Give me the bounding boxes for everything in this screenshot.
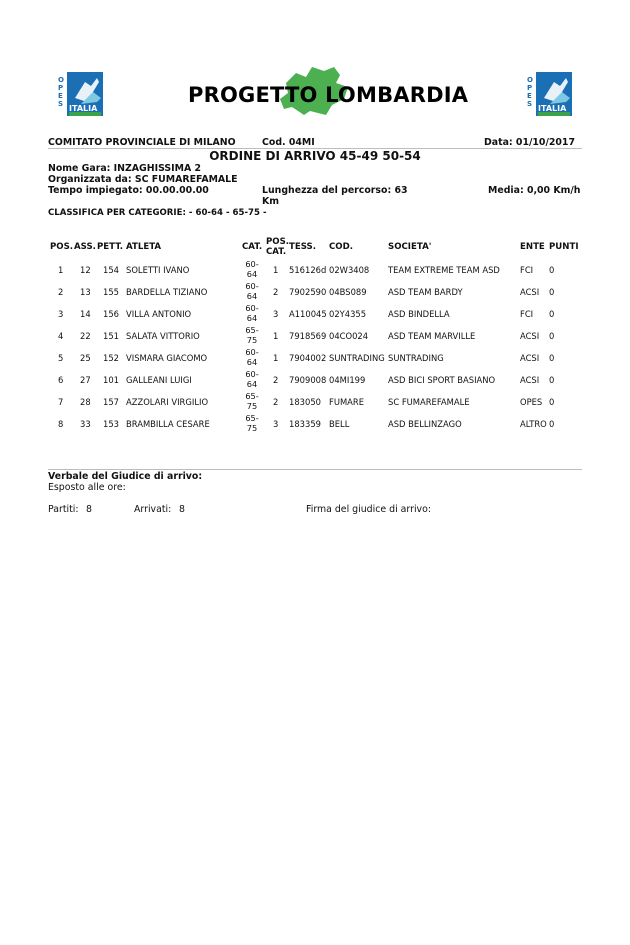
cell-pos: 2 [58, 287, 64, 297]
cell-poscat: 1 [273, 265, 279, 275]
cell-poscat: 1 [273, 331, 279, 341]
svg-text:O: O [58, 76, 64, 84]
cell-societa: SC FUMAREFAMALE [388, 397, 470, 407]
cell-punti: 0 [549, 309, 555, 319]
cell-pett: 101 [103, 375, 119, 385]
col-poscat-line2: CAT. [266, 247, 287, 257]
cell-cat1: 60- [245, 369, 259, 379]
cell-societa: ASD BINDELLA [388, 309, 450, 319]
cell-atleta: SOLETTI IVANO [126, 265, 190, 275]
cell-atleta: SALATA VITTORIO [126, 331, 200, 341]
cell-cat2: 64 [246, 313, 258, 323]
cell-punti: 0 [549, 331, 555, 341]
cell-pos: 8 [58, 419, 64, 429]
cell-societa: ASD TEAM BARDY [388, 287, 463, 297]
started-value: 8 [86, 504, 92, 515]
cell-cod: 02W3408 [329, 265, 370, 275]
cell-cat1: 60- [245, 303, 259, 313]
judge-signature: Firma del giudice di arrivo: [306, 504, 431, 515]
cell-ente: ACSI [520, 331, 540, 341]
cell-ente: OPES [520, 397, 543, 407]
cell-ente: FCI [520, 309, 534, 319]
cell-ass: 33 [80, 419, 91, 429]
cell-societa: TEAM EXTREME TEAM ASD [388, 265, 500, 275]
cell-ente: ACSI [520, 287, 540, 297]
arrived-label: Arrivati: [134, 504, 172, 515]
cell-punti: 0 [549, 265, 555, 275]
svg-text:S: S [527, 100, 533, 108]
cell-atleta: VILLA ANTONIO [126, 309, 192, 319]
col-pos: POS. [50, 242, 74, 252]
cell-societa: ASD BICI SPORT BASIANO [388, 375, 496, 385]
cell-ente: FCI [520, 265, 534, 275]
col-ass: ASS. [74, 242, 96, 252]
cell-atleta: BRAMBILLA CESARE [126, 419, 210, 429]
cell-tess: 7918569 [289, 331, 327, 341]
cell-cat2: 64 [246, 357, 258, 367]
cell-cat1: 65- [245, 391, 259, 401]
svg-text:ITALIA: ITALIA [69, 104, 98, 113]
col-cod: COD. [329, 242, 354, 252]
cell-cod: 04CO024 [329, 331, 369, 341]
cell-cat2: 64 [246, 379, 258, 389]
cell-cat1: 60- [245, 347, 259, 357]
cell-societa: SUNTRADING [388, 353, 444, 363]
time-used: Tempo impiegato: 00.00.00.00 [48, 185, 209, 196]
cell-tess: 183050 [289, 397, 321, 407]
cell-poscat: 2 [273, 375, 279, 385]
col-poscat-line1: POS. [266, 237, 290, 247]
cell-cat1: 60- [245, 259, 259, 269]
cell-tess: 183359 [289, 419, 321, 429]
cell-ass: 25 [80, 353, 91, 363]
organizer: Organizzata da: SC FUMAREFAMALE [48, 174, 238, 185]
svg-text:E: E [527, 92, 532, 100]
started-label: Partiti: [48, 504, 79, 515]
page-title: ORDINE DI ARRIVO 45-49 50-54 [209, 149, 421, 163]
svg-text:E: E [58, 92, 63, 100]
cell-punti: 0 [549, 353, 555, 363]
cell-ass: 28 [80, 397, 91, 407]
cell-cat2: 75 [246, 401, 258, 411]
opes-italia-logo-left [57, 72, 103, 116]
cell-ass: 22 [80, 331, 91, 341]
cell-cat1: 65- [245, 413, 259, 423]
cell-atleta: BARDELLA TIZIANO [126, 287, 208, 297]
cell-cod: 02Y4355 [329, 309, 367, 319]
cell-poscat: 3 [273, 419, 279, 429]
cell-pett: 156 [103, 309, 119, 319]
col-atleta: ATLETA [126, 242, 162, 252]
cell-ass: 27 [80, 375, 91, 385]
cell-ente: ACSI [520, 375, 540, 385]
cell-ass: 12 [80, 265, 91, 275]
cell-societa: ASD TEAM MARVILLE [388, 331, 476, 341]
cell-poscat: 3 [273, 309, 279, 319]
race-date: Data: 01/10/2017 [484, 137, 575, 148]
cell-cat2: 75 [246, 423, 258, 433]
cell-tess: A110045 [289, 309, 327, 319]
cell-pett: 154 [103, 265, 119, 275]
svg-text:ITALIA: ITALIA [538, 104, 567, 113]
distance-line-1: Lunghezza del percorso: 63 [262, 185, 408, 196]
exposed-time: Esposto alle ore: [48, 482, 126, 493]
cell-cod: 04BS089 [329, 287, 367, 297]
cell-pett: 155 [103, 287, 119, 297]
arrived-value: 8 [179, 504, 185, 515]
cell-pos: 1 [58, 265, 64, 275]
cell-cat2: 75 [246, 335, 258, 345]
committee-name: COMITATO PROVINCIALE DI MILANO [48, 137, 236, 148]
cell-pos: 4 [58, 331, 64, 341]
race-code: Cod. 04MI [262, 137, 315, 148]
svg-text:S: S [58, 100, 64, 108]
cell-cod: SUNTRADING [329, 353, 385, 363]
cell-pos: 3 [58, 309, 64, 319]
cell-atleta: GALLEANI LUIGI [126, 375, 192, 385]
svg-text:O: O [527, 76, 533, 84]
cell-societa: ASD BELLINZAGO [388, 419, 462, 429]
svg-text:P: P [527, 84, 533, 92]
cell-pos: 7 [58, 397, 64, 407]
cell-pos: 5 [58, 353, 64, 363]
cell-pett: 153 [103, 419, 119, 429]
distance-line-2: Km [262, 196, 280, 207]
cell-cat2: 64 [246, 291, 258, 301]
cell-poscat: 2 [273, 397, 279, 407]
cell-tess: 7904002 [289, 353, 327, 363]
col-tess: TESS. [289, 242, 316, 252]
footer-divider [48, 469, 582, 470]
col-pett: PETT. [97, 242, 124, 252]
col-societa: SOCIETA' [388, 242, 432, 252]
cell-cod: BELL [329, 419, 350, 429]
brand-title: PROGETTO LOMBARDIA [188, 83, 469, 107]
cell-poscat: 2 [273, 287, 279, 297]
opes-italia-logo-right [526, 72, 572, 116]
cell-cat2: 64 [246, 269, 258, 279]
cell-atleta: VISMARA GIACOMO [126, 353, 208, 363]
cell-pett: 157 [103, 397, 119, 407]
average-speed: Media: 0,00 Km/h [488, 185, 581, 196]
categories-line: CLASSIFICA PER CATEGORIE: - 60-64 - 65-75 - [48, 208, 267, 218]
race-name: Nome Gara: INZAGHISSIMA 2 [48, 163, 202, 174]
brand-banner [188, 65, 469, 117]
cell-pett: 152 [103, 353, 119, 363]
cell-cat1: 60- [245, 281, 259, 291]
svg-text:P: P [58, 84, 64, 92]
cell-pett: 151 [103, 331, 119, 341]
col-punti: PUNTI [549, 242, 579, 252]
cell-atleta: AZZOLARI VIRGILIO [126, 397, 209, 407]
cell-cod: FUMARE [329, 397, 365, 407]
cell-punti: 0 [549, 397, 555, 407]
cell-cod: 04MI199 [329, 375, 366, 385]
cell-punti: 0 [549, 375, 555, 385]
cell-tess: 7902590 [289, 287, 327, 297]
col-ente: ENTE [520, 242, 545, 252]
cell-ente: ACSI [520, 353, 540, 363]
cell-cat1: 65- [245, 325, 259, 335]
cell-tess: 7909008 [289, 375, 327, 385]
judge-title: Verbale del Giudice di arrivo: [48, 471, 203, 482]
cell-ass: 14 [80, 309, 91, 319]
cell-ass: 13 [80, 287, 91, 297]
cell-poscat: 1 [273, 353, 279, 363]
cell-pos: 6 [58, 375, 64, 385]
cell-tess: 516126d [289, 265, 327, 275]
col-cat: CAT. [242, 242, 263, 252]
cell-punti: 0 [549, 287, 555, 297]
cell-ente: ALTRO [520, 419, 547, 429]
cell-punti: 0 [549, 419, 555, 429]
